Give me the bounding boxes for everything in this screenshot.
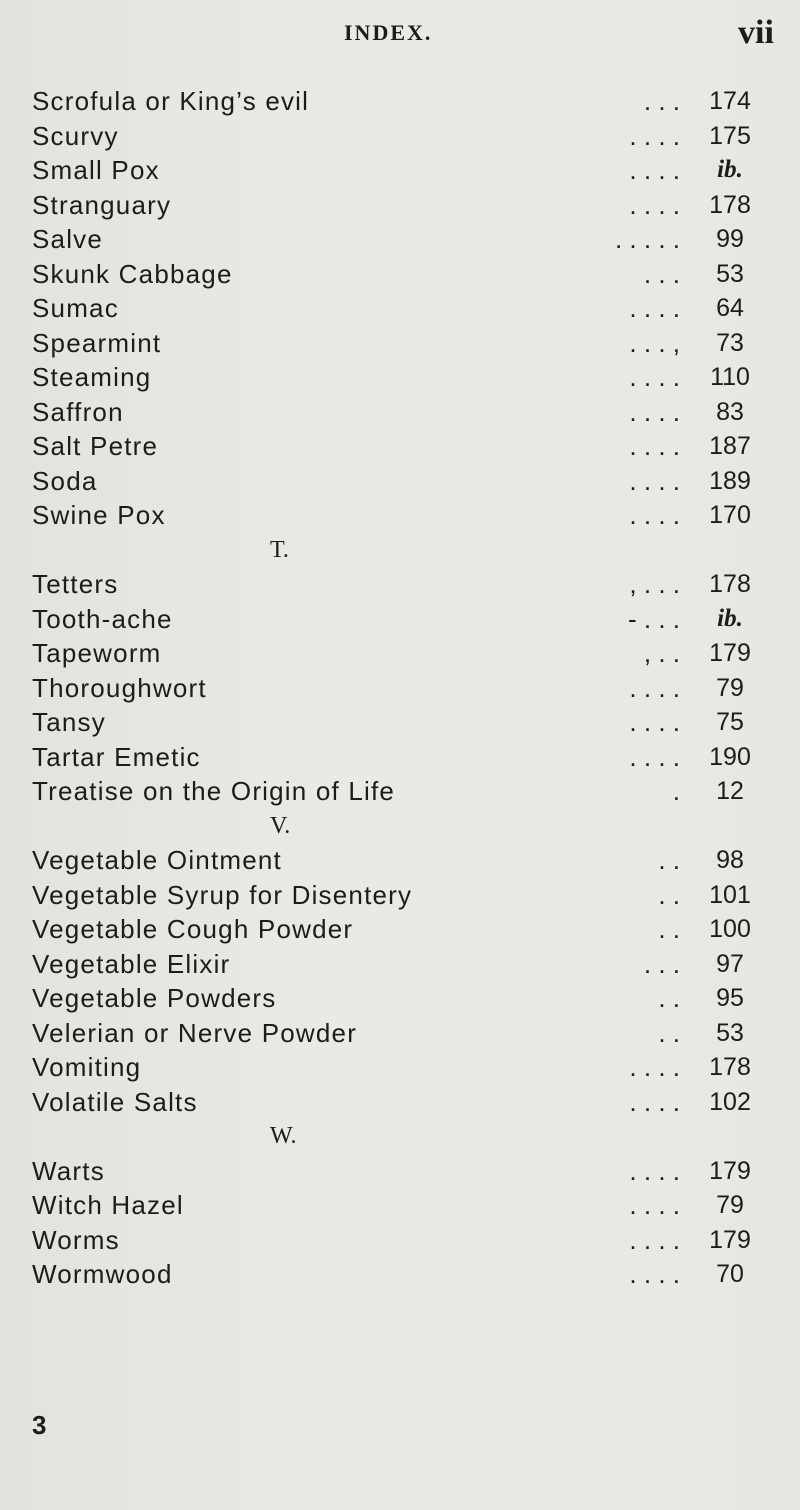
entry-label: Thoroughwort [32, 672, 207, 703]
entry-page-ref: 75 [716, 708, 744, 736]
entry-page-ref: 170 [709, 501, 751, 529]
entry-page-ref: 178 [709, 1053, 751, 1081]
dot-leaders: . . . , [629, 327, 680, 358]
dot-leaders: . . . . [629, 155, 680, 185]
index-entry [0, 119, 800, 154]
dot-leaders: - . . . [628, 603, 680, 634]
entry-page-ref: 83 [716, 397, 744, 426]
entry-page-ref: 178 [709, 190, 751, 219]
index-entry [0, 1016, 800, 1051]
index-entry [0, 360, 800, 395]
dot-leaders: , . . . [629, 569, 680, 599]
dot-leaders: . . [658, 1017, 680, 1048]
entry-page-ref: 12 [716, 777, 744, 805]
index-entry [0, 326, 800, 361]
entry-label: Salve [32, 224, 104, 254]
dot-leaders: . . . . [629, 396, 680, 427]
entry-page-ref: 70 [716, 1260, 744, 1288]
dot-leaders: . . . . [629, 431, 680, 461]
entry-label: Tartar Emetic [32, 741, 201, 772]
section-letter: W. [270, 1123, 297, 1149]
dot-leaders: . . . . [629, 465, 680, 496]
entry-label: Wormwood [32, 1259, 173, 1289]
signature-mark: 3 [32, 1410, 47, 1440]
index-entry [0, 705, 800, 740]
entry-label: Scurvy [32, 120, 119, 151]
dot-leaders: . . . . [629, 120, 680, 151]
entry-page-ref: 97 [716, 949, 744, 978]
dot-leaders: . . . . [629, 1155, 680, 1186]
index-entry [0, 188, 800, 223]
entry-label: Vegetable Cough Powder [32, 914, 354, 944]
dot-leaders: . . . . . [614, 224, 680, 254]
index-entry [0, 395, 800, 430]
index-entry [0, 1050, 800, 1085]
index-entry [0, 1085, 800, 1120]
entry-label: Vegetable Syrup for Disentery [32, 879, 413, 910]
entry-page-ref: 179 [709, 639, 751, 667]
entry-page-ref: 101 [709, 880, 751, 909]
index-entry [0, 1154, 800, 1189]
dot-leaders: . . [658, 845, 680, 875]
entry-label: Saffron [32, 396, 124, 427]
dot-leaders: . . . . [629, 293, 680, 323]
entry-page-ref: 175 [709, 121, 751, 150]
entry-page-ref: ib. [717, 156, 743, 183]
index-entry [0, 774, 800, 809]
dot-leaders: . . . . [629, 1086, 680, 1117]
dot-leaders: . . . . [629, 741, 680, 772]
entry-label: Tapeworm [32, 638, 162, 668]
entry-label: Vegetable Ointment [32, 845, 282, 875]
entry-page-ref: 100 [709, 915, 751, 943]
index-entry [0, 878, 800, 913]
entry-page-ref: 190 [709, 742, 751, 771]
entry-label: Scrofula or King’s evil [32, 86, 310, 116]
dot-leaders: . . . . [629, 362, 680, 392]
dot-leaders: . . . [643, 86, 680, 116]
dot-leaders: , . . [643, 638, 680, 668]
entry-page-ref: 99 [716, 225, 744, 253]
entry-label: Stranguary [32, 189, 172, 220]
entry-label: Velerian or Nerve Powder [32, 1017, 358, 1048]
index-title: INDEX. [344, 20, 433, 45]
index-entry [0, 84, 800, 119]
index-entry [0, 602, 800, 637]
entry-label: Vegetable Powders [32, 983, 277, 1013]
dot-leaders: . . . . [629, 672, 680, 703]
index-entry [0, 912, 800, 947]
section-letter: T. [270, 536, 289, 563]
dot-leaders: . . . . [629, 707, 680, 737]
entry-label: Small Pox [32, 155, 160, 185]
index-entry [0, 464, 800, 499]
entry-page-ref: 179 [709, 1225, 751, 1254]
entry-page-ref: 178 [709, 570, 751, 598]
entry-label: Tansy [32, 707, 106, 737]
entry-label: Vegetable Elixir [32, 948, 231, 979]
dot-leaders: . . [658, 879, 680, 910]
index-entry [0, 1223, 800, 1258]
section-heading [0, 809, 800, 844]
dot-leaders: . . [658, 914, 680, 944]
index-entry [0, 153, 800, 188]
section-heading [0, 1119, 800, 1154]
index-entry [0, 498, 800, 533]
entry-page-ref: 95 [716, 984, 744, 1012]
entry-page-ref: 110 [710, 363, 750, 391]
entry-page-ref: 64 [716, 294, 744, 322]
index-entry [0, 671, 800, 706]
entry-page-ref: 79 [716, 673, 744, 702]
entry-label: Steaming [32, 362, 152, 392]
index-entry [0, 291, 800, 326]
index-entry [0, 636, 800, 671]
entry-page-ref: 53 [716, 1018, 744, 1047]
entry-label: Vomiting [32, 1052, 142, 1082]
index-entry [0, 1257, 800, 1292]
entry-label: Soda [32, 465, 98, 496]
index-entry [0, 947, 800, 982]
entry-page-ref: 98 [716, 846, 744, 874]
entry-label: Treatise on the Origin of Life [32, 776, 396, 806]
index-entry [0, 843, 800, 878]
entry-label: Witch Hazel [32, 1190, 184, 1220]
entry-label: Tetters [32, 569, 119, 599]
entry-label: Salt Petre [32, 431, 159, 461]
entry-page-ref: 79 [716, 1191, 744, 1219]
entry-label: Sumac [32, 293, 119, 323]
dot-leaders: . [672, 776, 680, 806]
index-entry [0, 222, 800, 257]
dot-leaders: . . . . [629, 500, 680, 530]
entry-page-ref: ib. [717, 604, 743, 632]
dot-leaders: . . . . [629, 189, 680, 220]
index-entries [0, 84, 800, 1292]
entry-page-ref: 53 [716, 259, 744, 288]
entry-label: Spearmint [32, 327, 162, 358]
entry-page-ref: 189 [709, 466, 751, 495]
index-entry [0, 981, 800, 1016]
entry-label: Worms [32, 1224, 120, 1255]
entry-label: Volatile Salts [32, 1086, 198, 1117]
index-entry [0, 257, 800, 292]
dot-leaders: . . . . [629, 1052, 680, 1082]
section-letter: V. [270, 812, 291, 839]
dot-leaders: . . . . [629, 1190, 680, 1220]
entry-label: Swine Pox [32, 500, 166, 530]
entry-page-ref: 73 [716, 328, 744, 357]
index-entry [0, 740, 800, 775]
dot-leaders: . . . . [629, 1224, 680, 1255]
entry-page-ref: 179 [709, 1156, 751, 1185]
entry-label: Warts [32, 1155, 105, 1186]
entry-page-ref: 102 [709, 1087, 751, 1116]
entry-label: Skunk Cabbage [32, 258, 233, 289]
index-entry [0, 1188, 800, 1223]
index-entry [0, 429, 800, 464]
entry-label: Tooth-ache [32, 603, 173, 634]
index-entry [0, 567, 800, 602]
entry-page-ref: 174 [709, 87, 751, 115]
entry-page-ref: 187 [709, 432, 751, 460]
page-number: vii [738, 14, 774, 51]
dot-leaders: . . [658, 983, 680, 1013]
dot-leaders: . . . [643, 258, 680, 289]
dot-leaders: . . . [643, 948, 680, 979]
dot-leaders: . . . . [629, 1259, 680, 1289]
running-head [0, 14, 800, 54]
section-heading [0, 533, 800, 568]
